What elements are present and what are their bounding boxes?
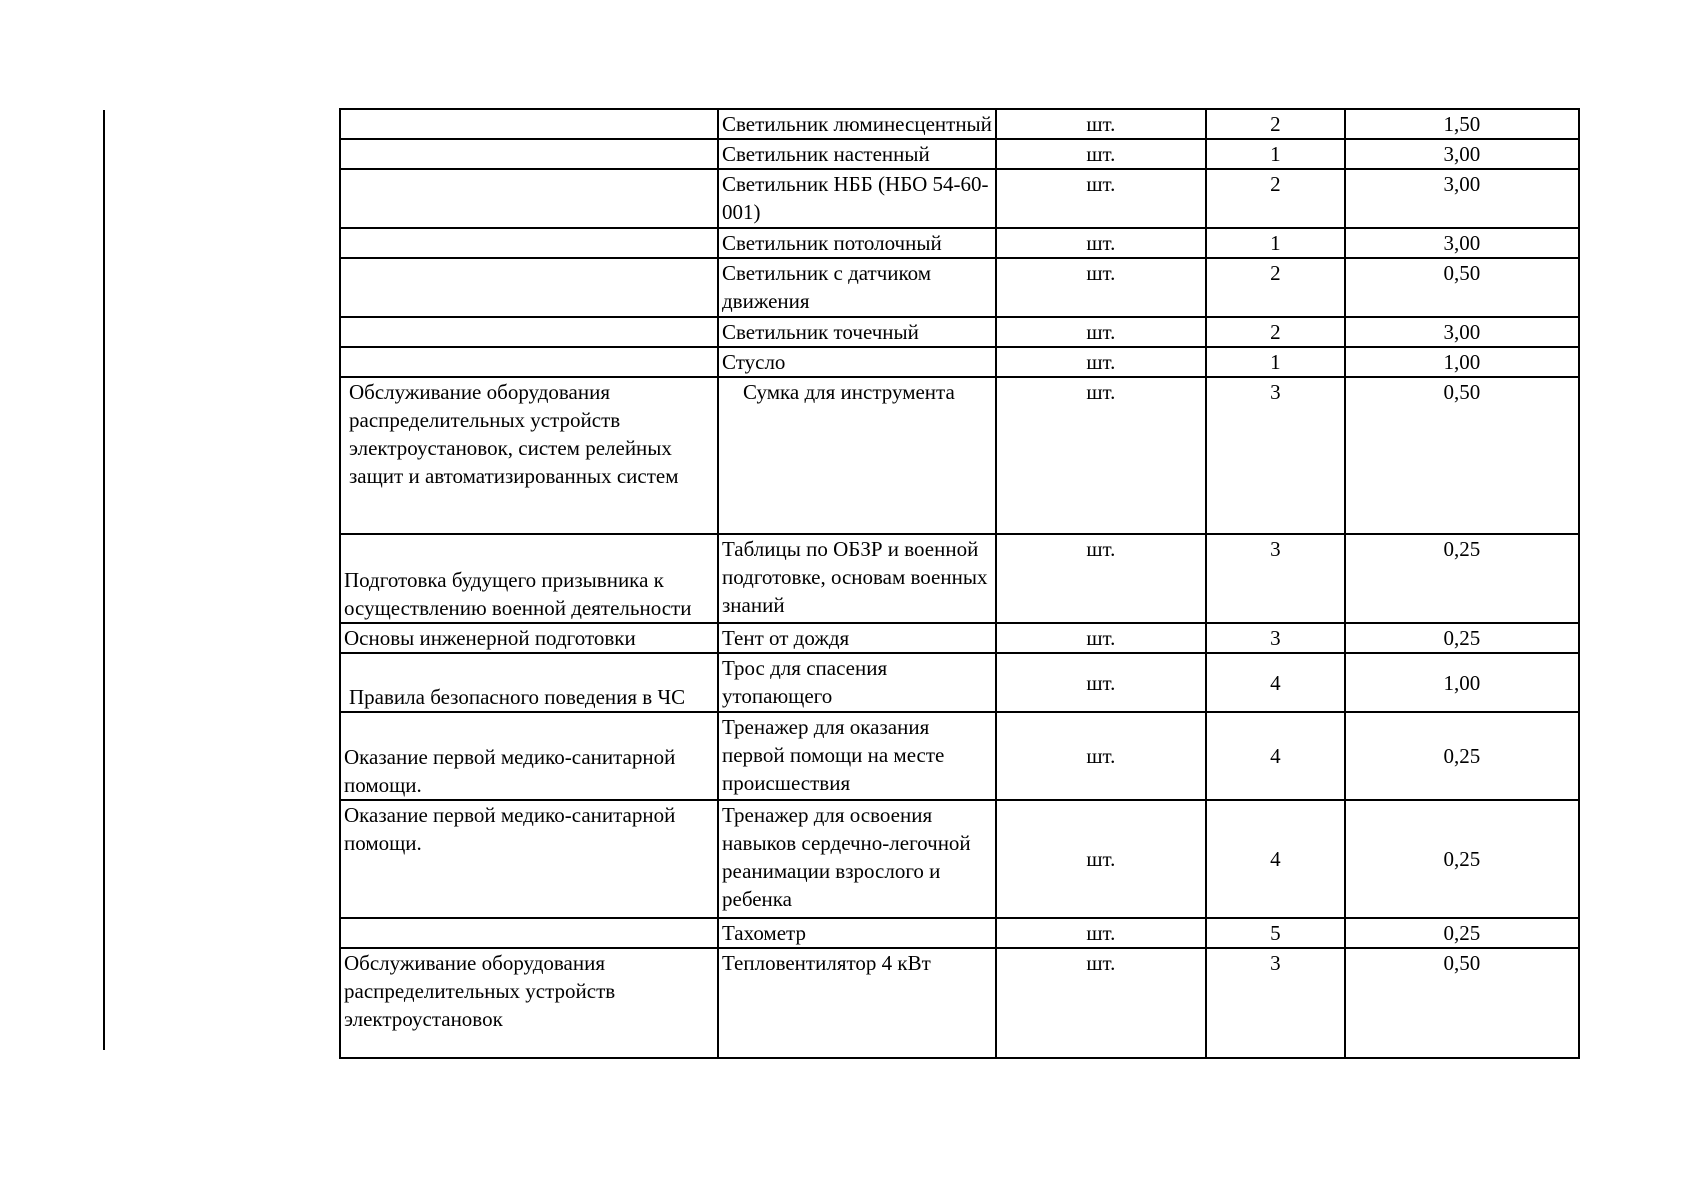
value-cell: 1,50 <box>1345 109 1579 139</box>
unit-cell: шт. <box>996 109 1206 139</box>
equipment-table <box>339 108 1580 1059</box>
item-cell: Стусло <box>718 347 996 377</box>
discipline-cell: Обслуживание оборудования распределительных устройств электроустановок, систем релейных защит и автоматизированных систем <box>340 377 718 534</box>
unit-cell: шт. <box>996 918 1206 948</box>
item-cell: Таблицы по ОБЗР и военной подготовке, основам военных знаний <box>718 534 996 623</box>
table-row <box>340 258 1579 317</box>
quantity-cell: 4 <box>1206 800 1345 918</box>
value-cell: 0,25 <box>1345 623 1579 653</box>
quantity-cell: 4 <box>1206 653 1345 712</box>
table-row <box>340 109 1579 139</box>
discipline-cell: Правила безопасного поведения в ЧС <box>340 653 718 712</box>
quantity-cell: 1 <box>1206 347 1345 377</box>
item-cell: Тренажер для оказания первой помощи на месте происшествия <box>718 712 996 800</box>
value-cell: 0,25 <box>1345 534 1579 623</box>
unit-cell: шт. <box>996 139 1206 169</box>
value-cell: 3,00 <box>1345 317 1579 347</box>
unit-cell: шт. <box>996 800 1206 918</box>
item-cell: Тент от дождя <box>718 623 996 653</box>
item-cell: Тахометр <box>718 918 996 948</box>
unit-cell: шт. <box>996 347 1206 377</box>
value-cell: 3,00 <box>1345 169 1579 228</box>
discipline-cell: Оказание первой медико-санитарной помощи. <box>340 712 718 800</box>
discipline-cell: Подготовка будущего призывника к осуществлению военной деятельности <box>340 534 718 623</box>
item-cell: Светильник точечный <box>718 317 996 347</box>
discipline-cell: Оказание первой медико-санитарной помощи. <box>340 800 718 918</box>
discipline-cell <box>340 258 718 317</box>
value-cell: 0,50 <box>1345 377 1579 534</box>
margin-rule <box>103 110 105 1050</box>
table-row <box>340 169 1579 228</box>
table-row <box>340 623 1579 653</box>
item-cell: Трос для спасения утопающего <box>718 653 996 712</box>
item-cell: Сумка для инструмента <box>718 377 996 534</box>
unit-cell: шт. <box>996 169 1206 228</box>
unit-cell: шт. <box>996 653 1206 712</box>
value-cell: 1,00 <box>1345 347 1579 377</box>
item-cell: Тепловентилятор 4 кВт <box>718 948 996 1058</box>
unit-cell: шт. <box>996 317 1206 347</box>
discipline-cell: Обслуживание оборудования распределительных устройств электроустановок <box>340 948 718 1058</box>
value-cell: 0,25 <box>1345 712 1579 800</box>
value-cell: 0,25 <box>1345 918 1579 948</box>
quantity-cell: 2 <box>1206 109 1345 139</box>
quantity-cell: 3 <box>1206 948 1345 1058</box>
discipline-cell <box>340 228 718 258</box>
discipline-cell <box>340 109 718 139</box>
table-row <box>340 377 1579 534</box>
unit-cell: шт. <box>996 712 1206 800</box>
unit-cell: шт. <box>996 258 1206 317</box>
item-cell: Светильник люминесцентный <box>718 109 996 139</box>
quantity-cell: 1 <box>1206 228 1345 258</box>
discipline-cell <box>340 169 718 228</box>
quantity-cell: 1 <box>1206 139 1345 169</box>
table-row <box>340 712 1579 800</box>
value-cell: 3,00 <box>1345 139 1579 169</box>
value-cell: 0,25 <box>1345 800 1579 918</box>
quantity-cell: 3 <box>1206 377 1345 534</box>
table-row <box>340 918 1579 948</box>
item-cell: Светильник настенный <box>718 139 996 169</box>
discipline-cell <box>340 347 718 377</box>
value-cell: 3,00 <box>1345 228 1579 258</box>
value-cell: 0,50 <box>1345 258 1579 317</box>
unit-cell: шт. <box>996 623 1206 653</box>
discipline-cell <box>340 317 718 347</box>
unit-cell: шт. <box>996 534 1206 623</box>
table-row <box>340 317 1579 347</box>
value-cell: 1,00 <box>1345 653 1579 712</box>
table-row <box>340 653 1579 712</box>
unit-cell: шт. <box>996 948 1206 1058</box>
table-row <box>340 534 1579 623</box>
quantity-cell: 2 <box>1206 317 1345 347</box>
quantity-cell: 3 <box>1206 534 1345 623</box>
quantity-cell: 3 <box>1206 623 1345 653</box>
discipline-cell: Основы инженерной подготовки <box>340 623 718 653</box>
value-cell: 0,50 <box>1345 948 1579 1058</box>
table-row <box>340 347 1579 377</box>
quantity-cell: 2 <box>1206 258 1345 317</box>
table-row <box>340 228 1579 258</box>
quantity-cell: 5 <box>1206 918 1345 948</box>
item-cell: Светильник с датчиком движения <box>718 258 996 317</box>
table-row <box>340 800 1579 918</box>
unit-cell: шт. <box>996 377 1206 534</box>
item-cell: Светильник НББ (НБО 54-60-001) <box>718 169 996 228</box>
quantity-cell: 2 <box>1206 169 1345 228</box>
table-row <box>340 139 1579 169</box>
discipline-cell <box>340 918 718 948</box>
unit-cell: шт. <box>996 228 1206 258</box>
item-cell: Светильник потолочный <box>718 228 996 258</box>
table-row <box>340 948 1579 1058</box>
quantity-cell: 4 <box>1206 712 1345 800</box>
item-cell: Тренажер для освоения навыков сердечно-легочной реанимации взрослого и ребенка <box>718 800 996 918</box>
discipline-cell <box>340 139 718 169</box>
